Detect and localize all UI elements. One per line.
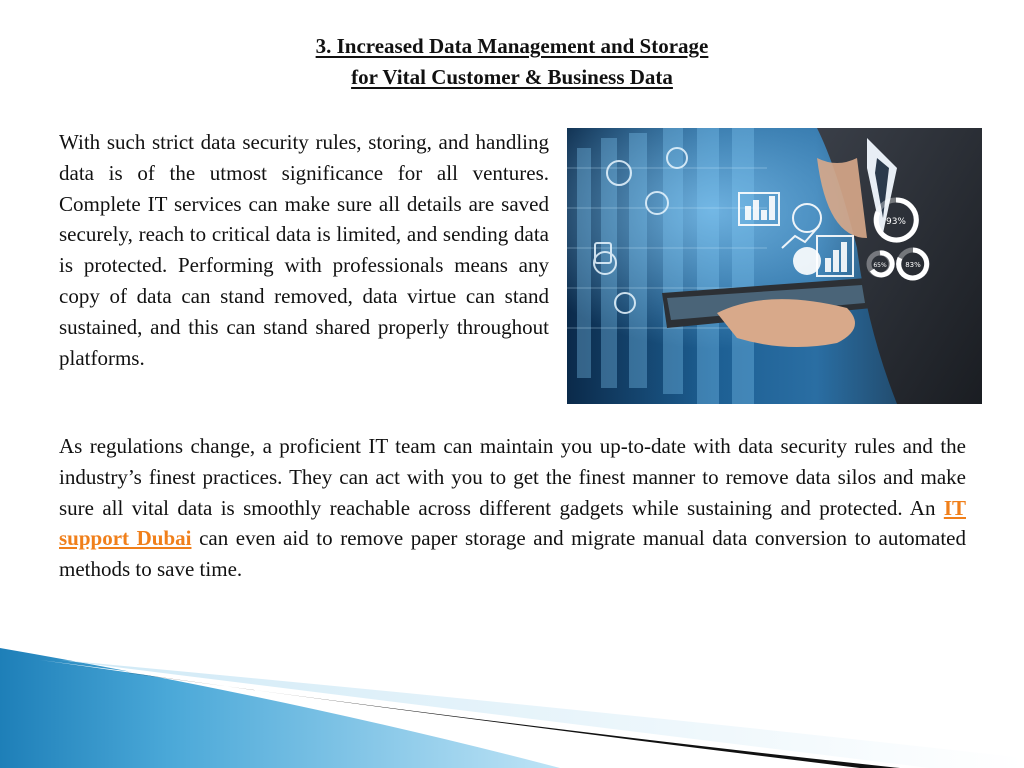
gauge-65-label: 65% xyxy=(873,262,887,269)
gauge-93-label: 93% xyxy=(885,217,907,227)
page-title-line-2: for Vital Customer & Business Data xyxy=(351,65,673,89)
business-data-photo xyxy=(567,128,982,404)
intro-paragraph: With such strict data security rules, storing, and handling data is of the utmost significance for all ventures. Complete IT services can make sure all details are saved securely, reach to critical data is limited, and sending data is protected. Performing with professionals means any copy of data can stand removed, data virtue can stand sustained, and this can stand shared properly throughout platforms. xyxy=(59,130,549,370)
it-support-dubai-link[interactable]: IT support Dubai xyxy=(59,495,966,551)
page-title xyxy=(0,31,1024,93)
body-text-after-link: can even aid to remove paper storage and migrate manual data conversion to automated methods to save time. xyxy=(59,526,966,582)
body-text-before-link: As regulations change, a proficient IT team can maintain you up-to-date with data security rules and the industry’s finest practices. They can act with you to get the finest manner to remove data silos and make sure all vital data is smoothly reachable across different gadgets while sustaining and protected. An xyxy=(59,434,966,520)
page-title-line-1: 3. Increased Data Management and Storage xyxy=(315,34,709,58)
gauge-83-label: 83% xyxy=(905,261,921,269)
decorative-corner-wave xyxy=(0,640,1024,768)
body-paragraph xyxy=(59,431,966,585)
